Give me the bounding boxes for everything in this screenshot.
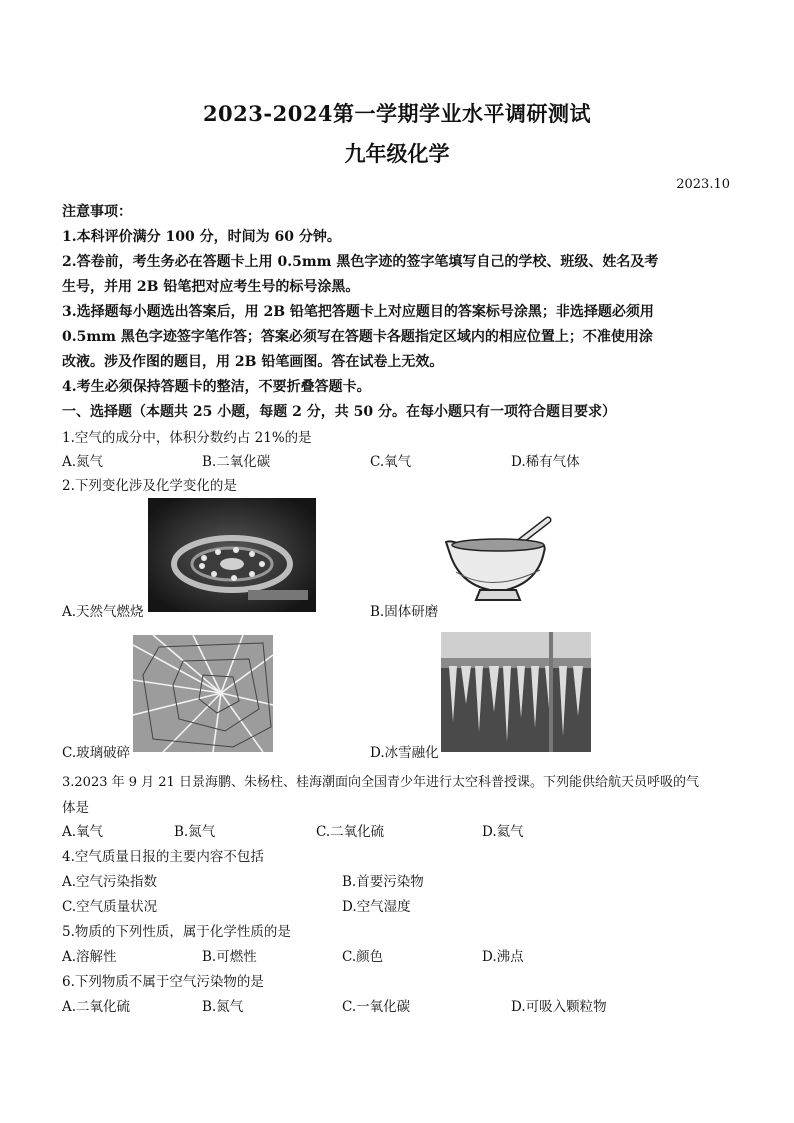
question-5-option-b: B.可燃性 <box>202 949 257 965</box>
note-2-line-2: 生号，并用 2B 铅笔把对应考生号的标号涂黑。 <box>62 279 360 295</box>
exam-title: 2023-2024第一学期学业水平调研测试 <box>202 101 592 126</box>
question-3-option-d: D.氦气 <box>482 824 524 840</box>
question-2-option-d: D.冰雪融化 <box>370 745 439 761</box>
question-5-option-d: D.沸点 <box>482 949 524 965</box>
section-heading: 一、选择题（本题共 25 小题，每题 2 分，共 50 分。在每小题只有一项符合题目要求） <box>62 404 616 420</box>
note-3-line-2: 0.5mm 黑色字迹签字笔作答；答案必须写在答题卡各题指定区域内的相应位置上；不准使用涂 <box>62 329 653 345</box>
broken-glass-image <box>133 635 273 752</box>
question-1-option-d: D.稀有气体 <box>511 454 580 470</box>
question-2-option-b: B.固体研磨 <box>370 604 439 620</box>
question-5-stem: 5.物质的下列性质，属于化学性质的是 <box>62 924 291 940</box>
note-4: 4.考生必须保持答题卡的整洁，不要折叠答题卡。 <box>62 379 371 395</box>
question-1-option-a: A.氮气 <box>62 454 104 470</box>
exam-date: 2023.10 <box>676 177 730 192</box>
note-3-line-1: 3.选择题每小题选出答案后，用 2B 铅笔把答题卡上对应题目的答案标号涂黑；非选择题必须用 <box>62 304 654 320</box>
question-4-option-a: A.空气污染指数 <box>62 874 158 890</box>
question-3-option-a: A.氧气 <box>62 824 104 840</box>
gas-burning-image <box>148 498 316 612</box>
note-3-line-3: 改液。涉及作图的题目，用 2B 铅笔画图。答在试卷上无效。 <box>62 354 444 370</box>
question-1-stem: 1.空气的成分中，体积分数约占 21%的是 <box>62 430 312 446</box>
notes-heading: 注意事项： <box>62 204 132 220</box>
question-1-option-b: B.二氧化碳 <box>202 454 271 470</box>
question-2-option-c: C.玻璃破碎 <box>62 745 131 761</box>
question-1-option-c: C.氧气 <box>370 454 412 470</box>
question-2-stem: 2.下列变化涉及化学变化的是 <box>62 478 237 494</box>
question-6-stem: 6.下列物质不属于空气污染物的是 <box>62 974 264 990</box>
question-6-option-c: C.一氧化碳 <box>342 999 411 1015</box>
question-6-option-b: B.氮气 <box>202 999 244 1015</box>
mortar-pestle-image <box>442 512 554 608</box>
note-2-line-1: 2.答卷前，考生务必在答题卡上用 0.5mm 黑色字迹的签字笔填写自己的学校、班级、姓名及考 <box>62 254 659 270</box>
question-6-option-d: D.可吸入颗粒物 <box>511 999 607 1015</box>
question-2-option-a: A.天然气燃烧 <box>62 604 144 620</box>
question-3-option-c: C.二氧化硫 <box>316 824 385 840</box>
note-1: 1.本科评价满分 100 分，时间为 60 分钟。 <box>62 229 341 245</box>
question-4-option-d: D.空气湿度 <box>342 899 411 915</box>
question-5-option-c: C.颜色 <box>342 949 384 965</box>
question-4-stem: 4.空气质量日报的主要内容不包括 <box>62 849 264 865</box>
question-3-stem-line-2: 体是 <box>62 800 89 816</box>
question-3-option-b: B.氮气 <box>174 824 216 840</box>
exam-subtitle: 九年级化学 <box>344 141 450 166</box>
question-4-option-b: B.首要污染物 <box>342 874 424 890</box>
melting-ice-image <box>441 632 591 752</box>
question-5-option-a: A.溶解性 <box>62 949 117 965</box>
question-4-option-c: C.空气质量状况 <box>62 899 158 915</box>
question-3-stem-line-1: 3.2023 年 9 月 21 日景海鹏、朱杨柱、桂海潮面向全国青少年进行太空科普授课。下列能供给航天员呼吸的气 <box>62 775 699 790</box>
question-6-option-a: A.二氧化硫 <box>62 999 131 1015</box>
